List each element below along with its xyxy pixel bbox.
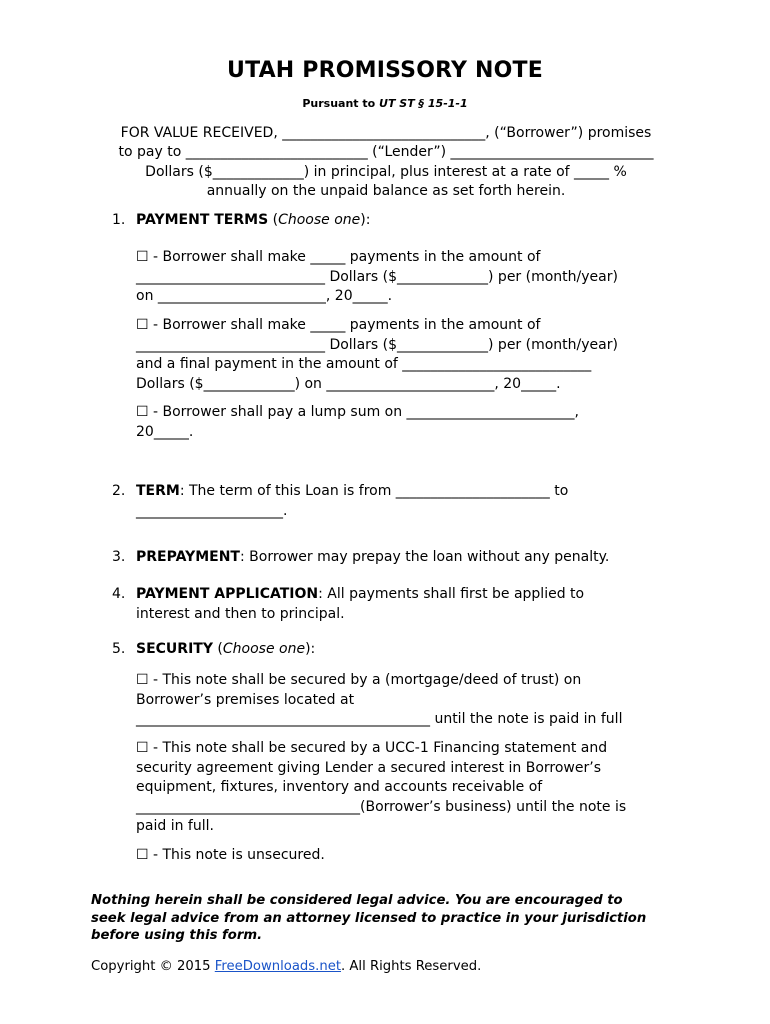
section-5-heading: SECURITY [136,641,213,657]
option-line: on ________________________, 20_____. [136,288,393,304]
intro-line: Dollars ($_____________) in principal, plus interest at a rate of _____ % [145,163,627,180]
copyright-notice [91,958,481,976]
document-title: UTAH PROMISSORY NOTE [227,58,543,83]
security-option-ucc1 [136,739,626,837]
option-line: ☐ - Borrower shall make _____ payments in the amount of [136,249,541,265]
disclaimer-line: before using this form. [91,928,263,943]
section-3-heading: PREPAYMENT [136,549,240,565]
section-1-heading-line [136,211,370,231]
disclaimer-line: Nothing herein shall be considered legal advice. You are encouraged to [91,893,623,908]
option-line: 20_____. [136,423,194,440]
section-2-heading: TERM [136,483,180,499]
option-line: ☐ - Borrower shall pay a lump sum on ________________________, [136,404,580,420]
section-1-paren-open: ( [268,212,279,228]
section-2-number: 2. [112,483,126,499]
section-4-text: : All payments shall first be applied to [318,586,585,602]
freedownloads-link[interactable]: FreeDownloads.net [214,959,342,974]
section-5-paren-close: ): [305,641,316,657]
section-4-payment-application [136,585,584,624]
section-3-text: : Borrower may prepay the loan without any penalty. [239,549,610,565]
copyright-suffix: . All Rights Reserved. [341,959,482,974]
option-line: ☐ - This note is unsecured. [136,847,325,863]
payment-option-lump-sum [136,403,579,442]
option-line: ☐ - This note shall be secured by a UCC-1 Financing statement and [136,740,608,756]
section-4-second-line: interest and then to principal. [136,605,345,622]
section-3-number: 3. [112,549,126,565]
option-line: ___________________________ Dollars ($_____________) per (month/year) [136,268,618,285]
intro-paragraph [92,124,680,201]
option-line: ☐ - This note shall be secured by a (mortgage/deed of trust) on [136,672,582,688]
document-subtitle [0,97,770,110]
intro-line: FOR VALUE RECEIVED, _____________________________, (“Borrower”) promises [120,125,652,141]
section-5-heading-line [136,640,315,660]
subtitle-statute: UT ST § 15-1-1 [379,97,468,110]
security-option-unsecured [136,846,325,866]
intro-line: annually on the unpaid balance as set forth herein. [206,182,566,199]
option-line: paid in full. [136,818,214,834]
legal-disclaimer [91,892,691,945]
section-4-first-line [136,585,584,605]
option-line: security agreement giving Lender a secured interest in Borrower’s [136,759,601,776]
subtitle-prefix: Pursuant to [302,97,380,110]
section-4-heading: PAYMENT APPLICATION [136,586,319,602]
intro-line: to pay to __________________________ (“Lender”) _____________________________ [118,144,654,161]
payment-option-installments [136,248,618,307]
section-1-paren-close: ): [360,212,371,228]
option-line: Dollars ($_____________) on ________________________, 20_____. [136,375,561,392]
section-3-prepayment [136,548,609,568]
section-1-heading: PAYMENT TERMS [136,212,269,228]
section-2-term [136,482,568,521]
section-5-paren-open: ( [212,641,223,657]
section-1-number: 1. [112,212,126,228]
option-line: and a final payment in the amount of ___________________________ [136,356,592,372]
section-2-text: : The term of this Loan is from ______________________ to [179,483,569,499]
option-line: Borrower’s premises located at [136,691,355,708]
option-line: ________________________________(Borrower’s business) until the note is [136,798,627,815]
section-1-choose: Choose one [278,212,361,228]
option-line: __________________________________________ until the note is paid in full [136,711,623,727]
option-line: ☐ - Borrower shall make _____ payments in the amount of [136,317,541,333]
section-2-first-line [136,482,568,502]
payment-option-final-payment [136,316,618,394]
option-line: equipment, fixtures, inventory and accounts receivable of [136,779,543,795]
section-5-number: 5. [112,641,126,657]
option-line: ___________________________ Dollars ($_____________) per (month/year) [136,336,618,353]
copyright-prefix: Copyright © 2015 [91,959,215,974]
disclaimer-line: seek legal advice from an attorney licensed to practice in your jurisdiction [91,910,647,926]
section-4-number: 4. [112,586,126,602]
security-option-mortgage [136,671,622,730]
section-5-choose: Choose one [222,641,306,657]
section-2-second-line: _____________________. [136,502,288,519]
